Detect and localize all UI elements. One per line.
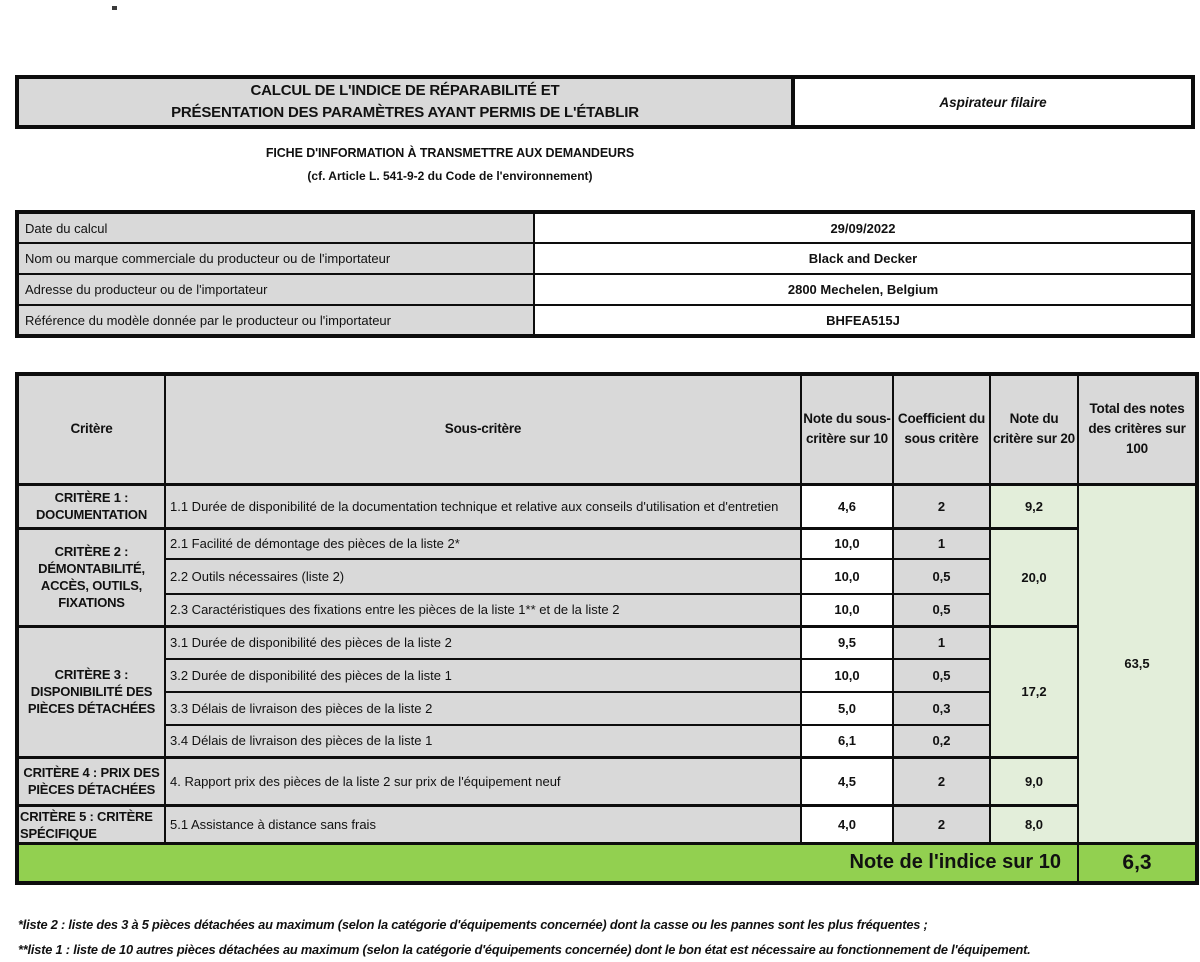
product-category: Aspirateur filaire <box>939 94 1047 110</box>
scan-artifact-dot <box>112 6 117 10</box>
document-title-line2: PRÉSENTATION DES PARAMÈTRES AYANT PERMIS DE L'ÉTABLIR <box>171 104 639 121</box>
note10-2-2: 10,0 <box>801 559 893 594</box>
coeff-3-4: 0,2 <box>893 725 990 757</box>
criterion-2-label: CRITÈRE 2 : DÉMONTABILITÉ, ACCÈS, OUTILS, FIXATIONS <box>17 528 165 626</box>
info-table <box>15 210 1195 338</box>
info-row-brand <box>17 243 1193 274</box>
subcriterion-1-1: 1.1 Durée de disponibilité de la documentation technique et relative aux conseils d'utilisation et d'entretien <box>165 484 801 528</box>
final-index-label: Note de l'indice sur 10 <box>17 843 1078 883</box>
row-3-1 <box>17 626 1197 659</box>
info-value: BHFEA515J <box>534 305 1193 336</box>
note10-3-3: 5,0 <box>801 692 893 725</box>
header-box <box>15 75 1195 129</box>
note10-3-1: 9,5 <box>801 626 893 659</box>
criterion-4-label: CRITÈRE 4 : PRIX DES PIÈCES DÉTACHÉES <box>17 757 165 805</box>
document-title <box>19 79 795 125</box>
row-4 <box>17 757 1197 805</box>
note20-criterion-5: 8,0 <box>990 805 1078 843</box>
note20-criterion-4: 9,0 <box>990 757 1078 805</box>
note10-2-1: 10,0 <box>801 528 893 559</box>
info-label: Date du calcul <box>17 212 534 243</box>
coeff-3-2: 0,5 <box>893 659 990 692</box>
subcriterion-3-1: 3.1 Durée de disponibilité des pièces de la liste 2 <box>165 626 801 659</box>
subcriterion-2-2: 2.2 Outils nécessaires (liste 2) <box>165 559 801 594</box>
subcriterion-5-1: 5.1 Assistance à distance sans frais <box>165 805 801 843</box>
row-5-1 <box>17 805 1197 843</box>
final-index-row <box>17 843 1197 883</box>
note10-1-1: 4,6 <box>801 484 893 528</box>
criterion-5-label: CRITÈRE 5 : CRITÈRE SPÉCIFIQUE <box>17 805 165 843</box>
info-value: Black and Decker <box>534 243 1193 274</box>
note20-criterion-3: 17,2 <box>990 626 1078 757</box>
footnote-liste-1: **liste 1 : liste de 10 autres pièces détachées au maximum (selon la catégorie d'équipements concernée) dont le bon état est nécessaire au fonctionnement de l'équipement. <box>18 942 1031 957</box>
subtitle-text: FICHE D'INFORMATION À TRANSMETTRE AUX DEMANDEURS <box>265 146 635 160</box>
coeff-1-1: 2 <box>893 484 990 528</box>
col-header-coefficient: Coefficient du sous critère <box>893 374 990 484</box>
col-header-sous-critere: Sous-critère <box>165 374 801 484</box>
row-2-1 <box>17 528 1197 559</box>
info-label: Adresse du producteur ou de l'importateur <box>17 274 534 305</box>
legal-reference: (cf. Article L. 541-9-2 du Code de l'environnement) <box>307 169 593 183</box>
note10-5-1: 4,0 <box>801 805 893 843</box>
coeff-3-1: 1 <box>893 626 990 659</box>
subcriterion-3-4: 3.4 Délais de livraison des pièces de la liste 1 <box>165 725 801 757</box>
info-value: 2800 Mechelen, Belgium <box>534 274 1193 305</box>
document-subtitle <box>0 146 900 183</box>
subcriterion-2-3: 2.3 Caractéristiques des fixations entre les pièces de la liste 1** et de la liste 2 <box>165 594 801 626</box>
criterion-3-label: CRITÈRE 3 : DISPONIBILITÉ DES PIÈCES DÉTACHÉES <box>17 626 165 757</box>
col-header-total: Total des notes des critères sur 100 <box>1078 374 1197 484</box>
coeff-3-3: 0,3 <box>893 692 990 725</box>
info-label: Nom ou marque commerciale du producteur ou de l'importateur <box>17 243 534 274</box>
footnote-liste-2: *liste 2 : liste des 3 à 5 pièces détachées au maximum (selon la catégorie d'équipements concernée) dont la casse ou les pannes sont les plus fréquentes ; <box>18 917 928 932</box>
coeff-5-1: 2 <box>893 805 990 843</box>
note20-criterion-1: 9,2 <box>990 484 1078 528</box>
note10-3-2: 10,0 <box>801 659 893 692</box>
criterion-1-label: CRITÈRE 1 : DOCUMENTATION <box>17 484 165 528</box>
info-label: Référence du modèle donnée par le producteur ou l'importateur <box>17 305 534 336</box>
info-value: 29/09/2022 <box>534 212 1193 243</box>
info-row-address <box>17 274 1193 305</box>
col-header-note-sous-critere: Note du sous-critère sur 10 <box>801 374 893 484</box>
coeff-2-3: 0,5 <box>893 594 990 626</box>
row-1-1 <box>17 484 1197 528</box>
col-header-critere: Critère <box>17 374 165 484</box>
score-table-header-row <box>17 374 1197 484</box>
col-header-note-critere: Note du critère sur 20 <box>990 374 1078 484</box>
subcriterion-3-3: 3.3 Délais de livraison des pièces de la liste 2 <box>165 692 801 725</box>
total-score-100: 63,5 <box>1078 484 1197 843</box>
product-category-cell <box>795 79 1191 125</box>
note10-3-4: 6,1 <box>801 725 893 757</box>
coeff-4: 2 <box>893 757 990 805</box>
subcriterion-2-1: 2.1 Facilité de démontage des pièces de la liste 2* <box>165 528 801 559</box>
coeff-2-1: 1 <box>893 528 990 559</box>
note20-criterion-2: 20,0 <box>990 528 1078 626</box>
subcriterion-4: 4. Rapport prix des pièces de la liste 2 sur prix de l'équipement neuf <box>165 757 801 805</box>
final-index-score: 6,3 <box>1078 843 1197 883</box>
coeff-2-2: 0,5 <box>893 559 990 594</box>
document-title-line1: CALCUL DE L'INDICE DE RÉPARABILITÉ ET <box>250 82 560 99</box>
subcriterion-3-2: 3.2 Durée de disponibilité des pièces de la liste 1 <box>165 659 801 692</box>
footnotes <box>18 912 1188 962</box>
info-row-model <box>17 305 1193 336</box>
note10-4: 4,5 <box>801 757 893 805</box>
score-table <box>15 372 1199 885</box>
note10-2-3: 10,0 <box>801 594 893 626</box>
info-row-date <box>17 212 1193 243</box>
